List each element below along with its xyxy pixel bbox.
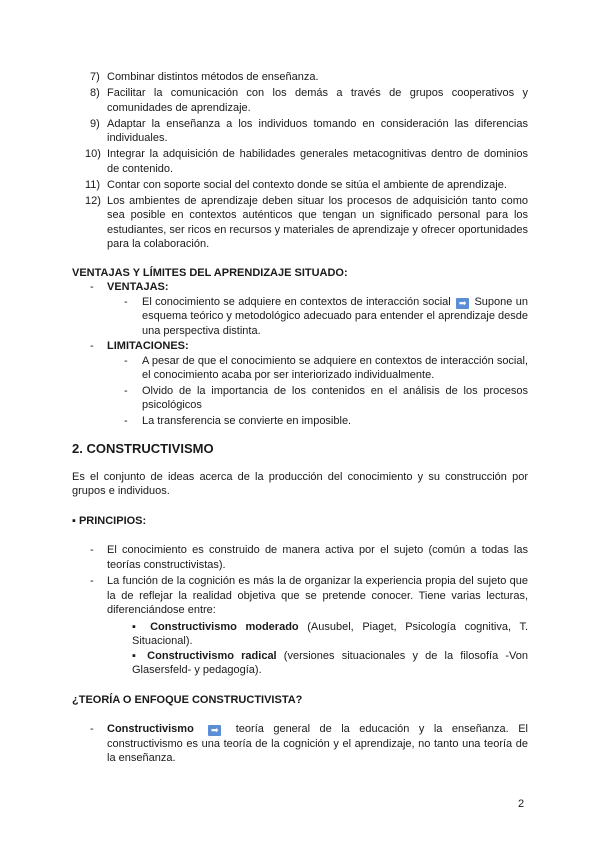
constructivismo-moderado: ▪ Constructivismo moderado (Ausubel, Piaget, Psicología cognitiva, T. Situacional). xyxy=(132,620,529,647)
limitacion-point: - La transferencia se convierte en imposible. xyxy=(124,414,352,427)
teoria-item: - Constructivismo ➡ teoría general de la educación y la enseñanza. El constructivismo es una teoría de la cognición y el aprendizaje, no tanto una teoría de la enseñanza. xyxy=(90,723,528,764)
limitaciones-item: - LIMITACIONES: xyxy=(90,340,189,352)
teoria-heading: ¿TEORÍA O ENFOQUE CONSTRUCTIVISTA? xyxy=(72,693,303,706)
ventajas-heading: VENTAJAS Y LÍMITES DEL APRENDIZAJE SITUADO: xyxy=(72,266,348,279)
list-item: 7) Combinar distintos métodos de enseñanza. xyxy=(90,71,319,83)
limitacion-point: - Olvido de la importancia de los contenidos en el análisis de los procesos psicológicos xyxy=(124,384,528,411)
principio-item: - La función de la cognición es más la de organizar la experiencia propia del sujeto que la de reflejar la realidad objetiva que se pretende conocer. Tiene varias lecturas, diferenciándose entre: xyxy=(90,575,528,616)
ventajas-item: - VENTAJAS: xyxy=(90,281,169,293)
list-item: 9) Adaptar la enseñanza a los individuos tomando en consideración las diferencias individuales. xyxy=(90,117,528,144)
constructivismo-radical: ▪ Constructivismo radical (versiones situacionales y de la filosofía -Von Glasersfeld- y pedagogía). xyxy=(132,649,528,676)
section-title: 2. CONSTRUCTIVISMO xyxy=(72,441,214,456)
arrow-right-icon: ➡ xyxy=(208,725,221,736)
section-intro: Es el conjunto de ideas acerca de la producción del conocimiento y su construcción por grupos e individuos. xyxy=(72,470,528,497)
limitacion-point: - A pesar de que el conocimiento se adquiere en contextos de interacción social, el conocimiento acaba por ser interiorizado individualmente. xyxy=(124,354,528,381)
list-item: 10) Integrar la adquisición de habilidades generales metacognitivas dentro de dominios de contenido. xyxy=(85,148,528,175)
principios-heading: ▪ PRINCIPIOS: xyxy=(72,514,147,527)
list-item: 8) Facilitar la comunicación con los demás a través de grupos cooperativos y comunidades de aprendizaje. xyxy=(90,87,528,114)
page-number: 2 xyxy=(518,798,525,810)
principio-item: - El conocimiento es construido de manera activa por el sujeto (común a todas las teorías constructivistas). xyxy=(90,544,528,571)
ventajas-point: - El conocimiento se adquiere en contextos de interacción social ➡ Supone un esquema teórico y metodológico adecuado para entender el aprendizaje desde una perspectiva distinta. xyxy=(124,295,528,337)
arrow-right-icon: ➡ xyxy=(456,298,469,309)
list-item: 11) Contar con soporte social del contexto donde se sitúa el ambiente de aprendizaje. xyxy=(85,178,507,191)
page-content xyxy=(72,70,528,768)
list-item: 12) Los ambientes de aprendizaje deben situar los procesos de adquisición tanto como sea posible en contextos auténticos que tengan un significado personal para los estudiantes, ser ricos en recursos y materiales de aprendizaje y ofrecer oportunidades para la colaboración. xyxy=(85,194,528,250)
numbered-list xyxy=(72,70,528,252)
